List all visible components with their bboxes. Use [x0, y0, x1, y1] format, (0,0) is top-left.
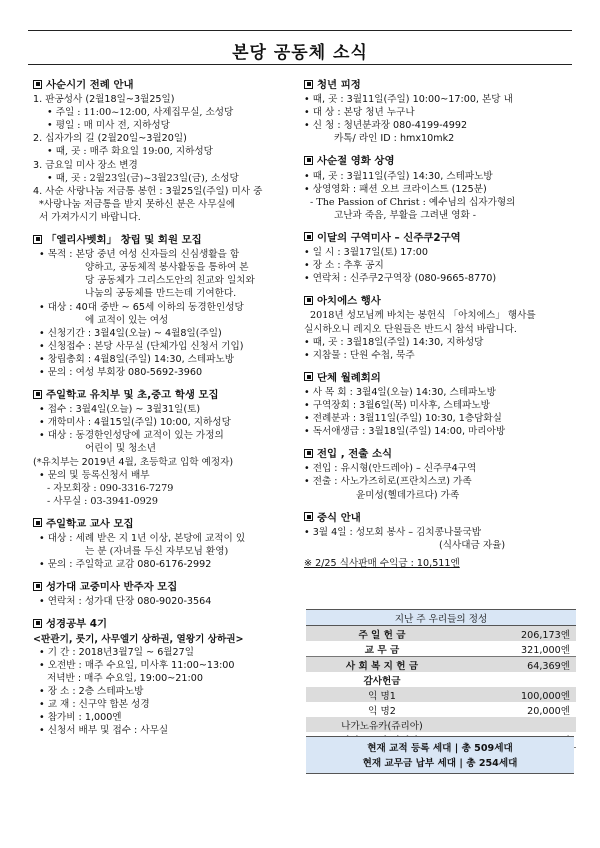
parish-status-box [306, 736, 574, 774]
left-column [33, 79, 301, 747]
section-bible [33, 618, 301, 737]
lent-line: 1. 판공성사 (2월18일~3월25일) [33, 94, 175, 106]
section-heading: 주일학교 유치부 및 초,중고 학생 모집 [33, 389, 301, 402]
section-aciess [304, 295, 566, 361]
section-school [33, 389, 301, 508]
ellisabeth-line: 양하고, 공동체적 봉사활동을 통하여 본 [85, 262, 249, 274]
section-heading: 전입 , 전출 소식 [304, 448, 566, 461]
square-bullet-icon [304, 156, 313, 165]
section-heading: 단체 월례회의 [304, 372, 566, 385]
section-lent [33, 79, 301, 224]
section-choir [33, 581, 301, 608]
lent-line: 서 가져가시기 바랍니다. [39, 211, 141, 223]
status-line: 현재 교적 등록 세대 | 총 509세대 [367, 743, 513, 754]
section-youth [304, 79, 566, 145]
lent-line: 2. 십자가의 길 (2월20일~3월20일) [33, 133, 187, 145]
section-groups [304, 372, 566, 438]
thanks-amount: 100,000엔 [458, 687, 576, 702]
lent-line: • 주일 : 11:00~12:00, 사제집무실, 소성당 [47, 107, 234, 119]
ellisabeth-line: • 창립총회 : 4월8일(주일) 14:30, 스테파노방 [39, 353, 235, 365]
section-ellisabeth [33, 234, 301, 379]
donation-amount: 321,000엔 [458, 641, 576, 657]
choir-line: • 연락처 : 성가대 단장 080-9020-3564 [39, 596, 212, 608]
youth-line: • 신 청 : 청년분과장 080-4199-4992 [304, 120, 468, 132]
aciess-line: • 때, 곳 : 3월18일(주일) 14:30, 지하성당 [304, 336, 484, 348]
donation-label: 주 일 헌 금 [306, 626, 458, 642]
movie-line: • 상영영화 : 패션 오브 크라이스트 (125분) [304, 183, 487, 195]
groups-line: • 구역장회 : 3월6일(목) 미사후, 스테파노방 [304, 399, 490, 411]
thanks-amount: 20,000엔 [527, 705, 570, 717]
school-line: - 자모회장 : 090-3316-7279 [47, 482, 174, 494]
school-line: (*유치부는 2019년 4월, 초등학교 입학 예정자) [33, 456, 234, 468]
square-bullet-icon [33, 518, 42, 527]
movie-line: - The Passion of Christ : 예수님의 십자가형의 [310, 196, 516, 208]
lent-line: 3. 금요일 미사 장소 변경 [33, 159, 138, 171]
section-heading: 이달의 구역미사 – 신주쿠2구역 [304, 232, 566, 245]
section-heading: 아치에스 행사 [304, 295, 566, 308]
youth-line: 카톡/ 라인 ID : hmx10mk2 [334, 133, 455, 145]
square-bullet-icon [304, 372, 313, 381]
donation-amount: 206,173엔 [458, 626, 576, 642]
ellisabeth-line: 나눔의 공동체를 만드는데 기여한다. [85, 288, 237, 300]
thanks-label: 나가노유카(쥬리아) [306, 717, 458, 732]
donation-label: 사 회 복 지 헌 금 [306, 657, 458, 673]
school-line: • 대상 : 동경한인성당에 교적이 있는 가정의 [39, 430, 224, 442]
lent-line: • 때, 곳 : 2월23일(금)~3월23일(금), 소성당 [47, 172, 239, 184]
aciess-line: • 지참물 : 단원 수첩, 묵주 [304, 349, 415, 361]
groups-line: • 독서애생급 : 3월18일(주일) 14:00, 마리아방 [304, 426, 506, 438]
district-line: • 연락처 : 신주쿠2구역장 (080-9665-8770) [304, 273, 497, 285]
section-heading: 사순절 영화 상영 [304, 155, 566, 168]
teacher-line: • 대상 : 세례 받은 지 1년 이상, 본당에 교적이 있 [39, 533, 246, 544]
sharing-line: • 3월 4일 : 성모회 봉사 – 김치콩나물국밥 [304, 526, 481, 538]
section-heading: 중식 안내 [304, 512, 566, 525]
section-heading: 사순시기 전례 안내 [33, 79, 301, 92]
youth-line: • 대 상 : 본당 청년 누구나 [304, 107, 415, 119]
ellisabeth-line: 에 교적이 있는 여성 [85, 314, 169, 326]
section-heading: 성경공부 4기 [33, 618, 301, 631]
thanks-label: 익 명1 [306, 687, 458, 702]
bible-line: • 참가비 : 1,000엔 [39, 712, 122, 724]
section-heading: 주일학교 교사 모집 [33, 518, 301, 531]
district-line: • 장 소 : 추후 공지 [304, 260, 384, 272]
ellisabeth-line: • 목적 : 본당 중년 여성 신자들의 신심생활을 함 [39, 249, 240, 261]
ellisabeth-line: • 신청기간 : 3월4일(오늘) ~ 4월8일(주일) [39, 327, 222, 339]
section-teacher [33, 518, 301, 571]
teacher-line: 는 분 (자녀를 두신 자부모님 환영) [85, 546, 229, 558]
title-rule-top [28, 30, 572, 31]
thanks-amount [458, 717, 576, 732]
section-sharing [304, 512, 566, 570]
section-movie [304, 155, 566, 221]
thanks-header: 감사헌금 [363, 675, 401, 687]
square-bullet-icon [304, 232, 313, 241]
square-bullet-icon [304, 80, 313, 89]
lent-line: *사랑나눔 저금통을 받지 못하신 분은 사무실에 [39, 198, 236, 210]
section-heading: 청년 피정 [304, 79, 566, 92]
section-district [304, 232, 566, 285]
school-line: 어린이 및 청소년 [85, 443, 156, 455]
title-rule-bottom [28, 64, 572, 65]
right-column [304, 79, 566, 580]
movie-line: 고난과 죽음, 부활을 그려낸 영화 - [334, 209, 477, 221]
square-bullet-icon [33, 235, 42, 244]
thanks-label: 익 명2 [368, 705, 396, 717]
page-title: 본당 공동체 소식 [232, 43, 368, 63]
ellisabeth-line: • 문의 : 여성 부회장 080-5692-3960 [39, 366, 203, 378]
donations-header: 지난 주 우리들의 정성 [306, 610, 576, 626]
district-line: • 일 시 : 3월17일(토) 17:00 [304, 247, 428, 259]
teacher-line: • 문의 : 주일학교 교감 080-6176-2992 [39, 559, 212, 571]
school-line: - 사무실 : 03-3941-0929 [47, 495, 158, 507]
square-bullet-icon [33, 80, 42, 89]
section-heading: 성가대 교중미사 반주자 모집 [33, 581, 301, 594]
donations-table [306, 609, 576, 748]
square-bullet-icon [304, 296, 313, 305]
youth-line: • 때, 곳 : 3월11일(주일) 10:00~17:00, 본당 내 [304, 94, 513, 106]
lent-line: • 평일 : 매 미사 전, 지하성당 [47, 120, 170, 132]
aciess-line: 2018년 성모님께 바치는 봉헌식 「아치에스」 행사를 [310, 310, 536, 322]
transfer-line: • 전입 : 유시형(안드레아) – 신주쿠4구역 [304, 463, 477, 475]
lent-line: • 때, 곳 : 매주 화요일 19:00, 지하성당 [47, 146, 213, 158]
school-line: • 접수 : 3월4일(오늘) ~ 3월31일(토) [39, 404, 201, 416]
lent-line: 4. 사순 사랑나눔 저금통 봉헌 : 3월25일(주일) 미사 중 [33, 185, 263, 197]
square-bullet-icon [33, 390, 42, 399]
school-line: • 개학미사 : 4월15일(주일) 10:00, 지하성당 [39, 417, 231, 429]
bible-subheading: <판관기, 룻기, 사무엘기 상하권, 열왕기 상하권> [33, 633, 244, 645]
bible-line: • 신청서 배부 및 접수 : 사무실 [39, 725, 169, 737]
status-line: 현재 교무금 납부 세대 | 총 254세대 [362, 758, 518, 769]
bible-line: • 교 재 : 신구약 합본 성경 [39, 699, 150, 711]
movie-line: • 때, 곳 : 3월11일(주일) 14:30, 스테파노방 [304, 170, 493, 182]
empty-cell [458, 672, 576, 687]
ellisabeth-line: • 대상 : 40대 중반 ~ 65세 이하의 동경한인성당 [39, 301, 244, 313]
square-bullet-icon [33, 619, 42, 628]
groups-line: • 사 목 회 : 3월4일(오늘) 14:30, 스테파노방 [304, 386, 496, 398]
bible-line: • 오전반 : 매주 수요일, 미사후 11:00~13:00 [39, 659, 235, 671]
bible-line: • 기 간 : 2018년3월7일 ~ 6월27일 [39, 646, 195, 658]
donation-label: 교 무 금 [306, 641, 458, 657]
square-bullet-icon [304, 512, 313, 521]
groups-line: • 전례분과 : 3월11일(주일) 10:30, 1층담화실 [304, 413, 502, 425]
square-bullet-icon [304, 449, 313, 458]
aciess-line: 실시하오니 레지오 단원들은 반드시 참석 바랍니다. [304, 323, 517, 335]
section-heading: 「엘리사벳회」 창립 및 회원 모집 [33, 234, 301, 247]
bible-line: 저녁반 : 매주 수요일, 19:00~21:00 [47, 672, 203, 684]
transfer-line: • 전출 : 사노가즈히로(프란치스코) 가족 [304, 476, 472, 488]
sales-note: ※ 2/25 식사판매 수익금 : 10,511엔 [304, 557, 460, 569]
ellisabeth-line: • 신청접수 : 본당 사무실 (단체가입 신청서 기입) [39, 340, 244, 352]
section-transfer [304, 448, 566, 501]
square-bullet-icon [33, 582, 42, 591]
sharing-line: (식사대금 자율) [439, 539, 506, 551]
bible-line: • 장 소 : 2층 스테파노방 [39, 685, 144, 697]
school-line: • 문의 및 등록신청서 배부 [39, 469, 150, 481]
donation-amount: 64,369엔 [458, 657, 576, 673]
ellisabeth-line: 당 공동체가 그리스도안의 친교와 일치와 [85, 275, 255, 287]
transfer-line: 윤미성(헬데가르다) 가족 [356, 489, 460, 501]
